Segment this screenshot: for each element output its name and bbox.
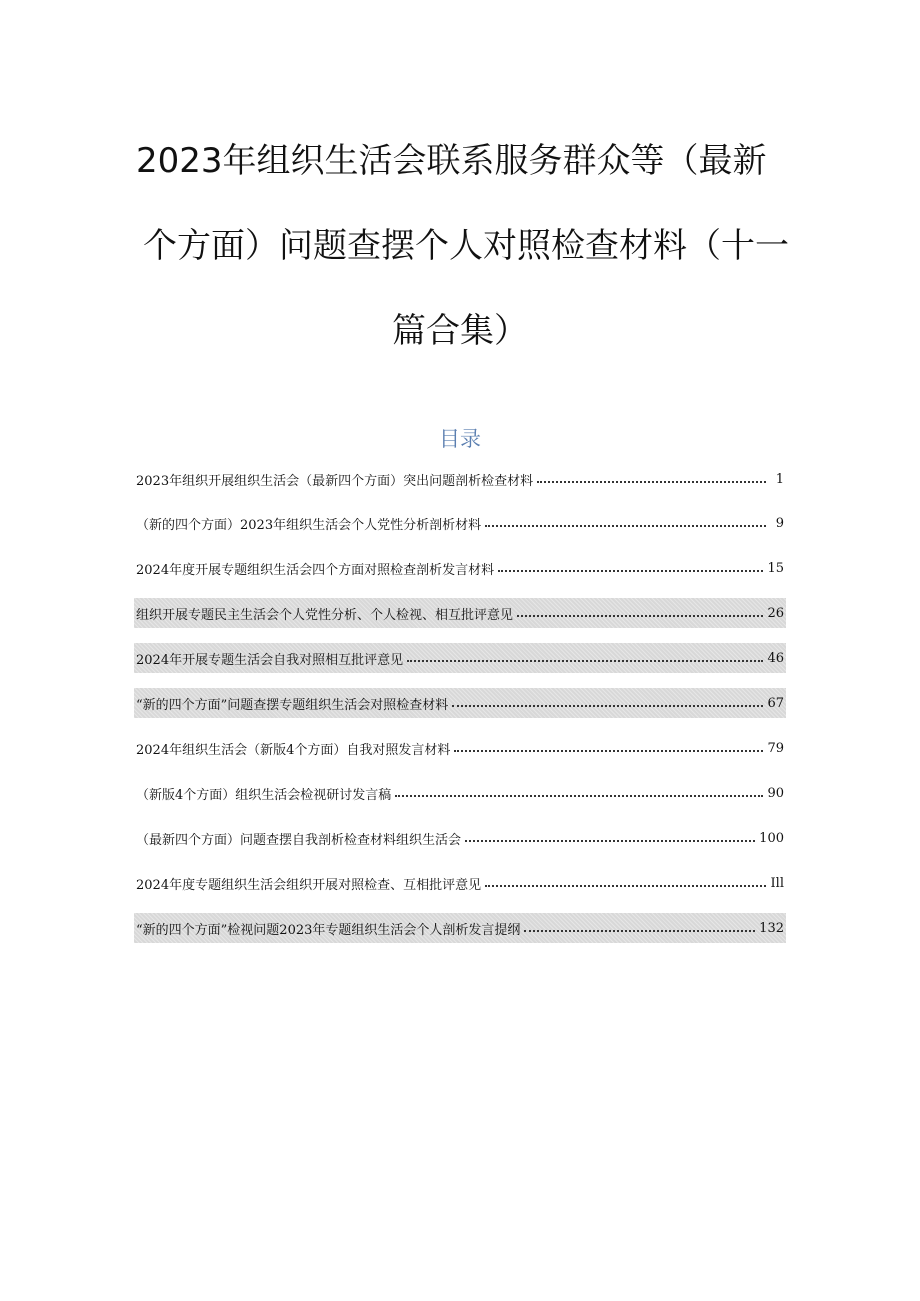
toc-entry-page-number: 79	[767, 740, 784, 756]
toc-entry[interactable]	[134, 464, 786, 494]
toc-entry-page-number: 1	[775, 471, 784, 487]
document-title-line-1: 2023年组织生活会联系服务群众等（最新	[136, 141, 767, 181]
toc-entry-page-number: 26	[767, 605, 784, 621]
toc-entry-page-number: 46	[767, 650, 784, 666]
document-title-line-2: 个方面）问题查摆个人对照检查材料（十一	[143, 226, 789, 266]
toc-entry-page-number: Ill	[770, 875, 784, 891]
toc-dot-leader	[524, 930, 755, 932]
toc-entry[interactable]	[134, 913, 786, 943]
toc-entry-label: （最新四个方面）问题查摆自我剖析检查材料组织生活会	[136, 832, 462, 848]
toc-entry-label: （新版4个方面）组织生活会检视研讨发言稿	[136, 787, 392, 803]
toc-dot-leader	[452, 705, 763, 707]
toc-dot-leader	[485, 885, 766, 887]
toc-entry-label: 2023年组织开展组织生活会（最新四个方面）突出问题剖析检查材料	[136, 473, 534, 489]
toc-entry[interactable]	[134, 508, 786, 538]
toc-entry-label: 2024年开展专题生活会自我对照相互批评意见	[136, 652, 404, 668]
toc-entry-page-number: 90	[767, 785, 784, 801]
toc-entry[interactable]	[134, 553, 786, 583]
toc-entry-label: 2024年组织生活会（新版4个方面）自我对照发言材料	[136, 742, 451, 758]
toc-entry[interactable]	[134, 823, 786, 853]
document-title-line-3: 篇合集）	[392, 311, 528, 351]
toc-entry-page-number: 132	[759, 920, 784, 936]
toc-entry[interactable]	[134, 643, 786, 673]
toc-dot-leader	[498, 570, 763, 572]
toc-entry-label: “新的四个方面”问题查摆专题组织生活会对照检查材料	[136, 697, 449, 713]
toc-entry[interactable]	[134, 598, 786, 628]
toc-entry[interactable]	[134, 868, 786, 898]
toc-entry[interactable]	[134, 688, 786, 718]
toc-dot-leader	[465, 840, 755, 842]
toc-dot-leader	[517, 615, 763, 617]
toc-dot-leader	[395, 795, 763, 797]
toc-entry-page-number: 67	[767, 695, 784, 711]
toc-dot-leader	[454, 750, 763, 752]
toc-dot-leader	[485, 525, 766, 527]
toc-heading: 目录	[439, 427, 481, 451]
toc-entry-page-number: 15	[767, 560, 784, 576]
toc-entry-page-number: 100	[759, 830, 784, 846]
toc-entry-label: （新的四个方面）2023年组织生活会个人党性分析剖析材料	[136, 517, 482, 533]
toc-entry[interactable]	[134, 733, 786, 763]
toc-entry[interactable]	[134, 778, 786, 808]
toc-entry-label: “新的四个方面”检视问题2023年专题组织生活会个人剖析发言提纲	[136, 922, 521, 938]
toc-dot-leader	[407, 660, 763, 662]
toc-entry-label: 2024年度专题组织生活会组织开展对照检查、互相批评意见	[136, 877, 482, 893]
toc-entry-label: 组织开展专题民主生活会个人党性分析、个人检视、相互批评意见	[136, 607, 514, 623]
toc-entry-page-number: 9	[775, 515, 784, 531]
toc-entry-label: 2024年度开展专题组织生活会四个方面对照检查剖析发言材料	[136, 562, 495, 578]
toc-dot-leader	[537, 481, 766, 483]
